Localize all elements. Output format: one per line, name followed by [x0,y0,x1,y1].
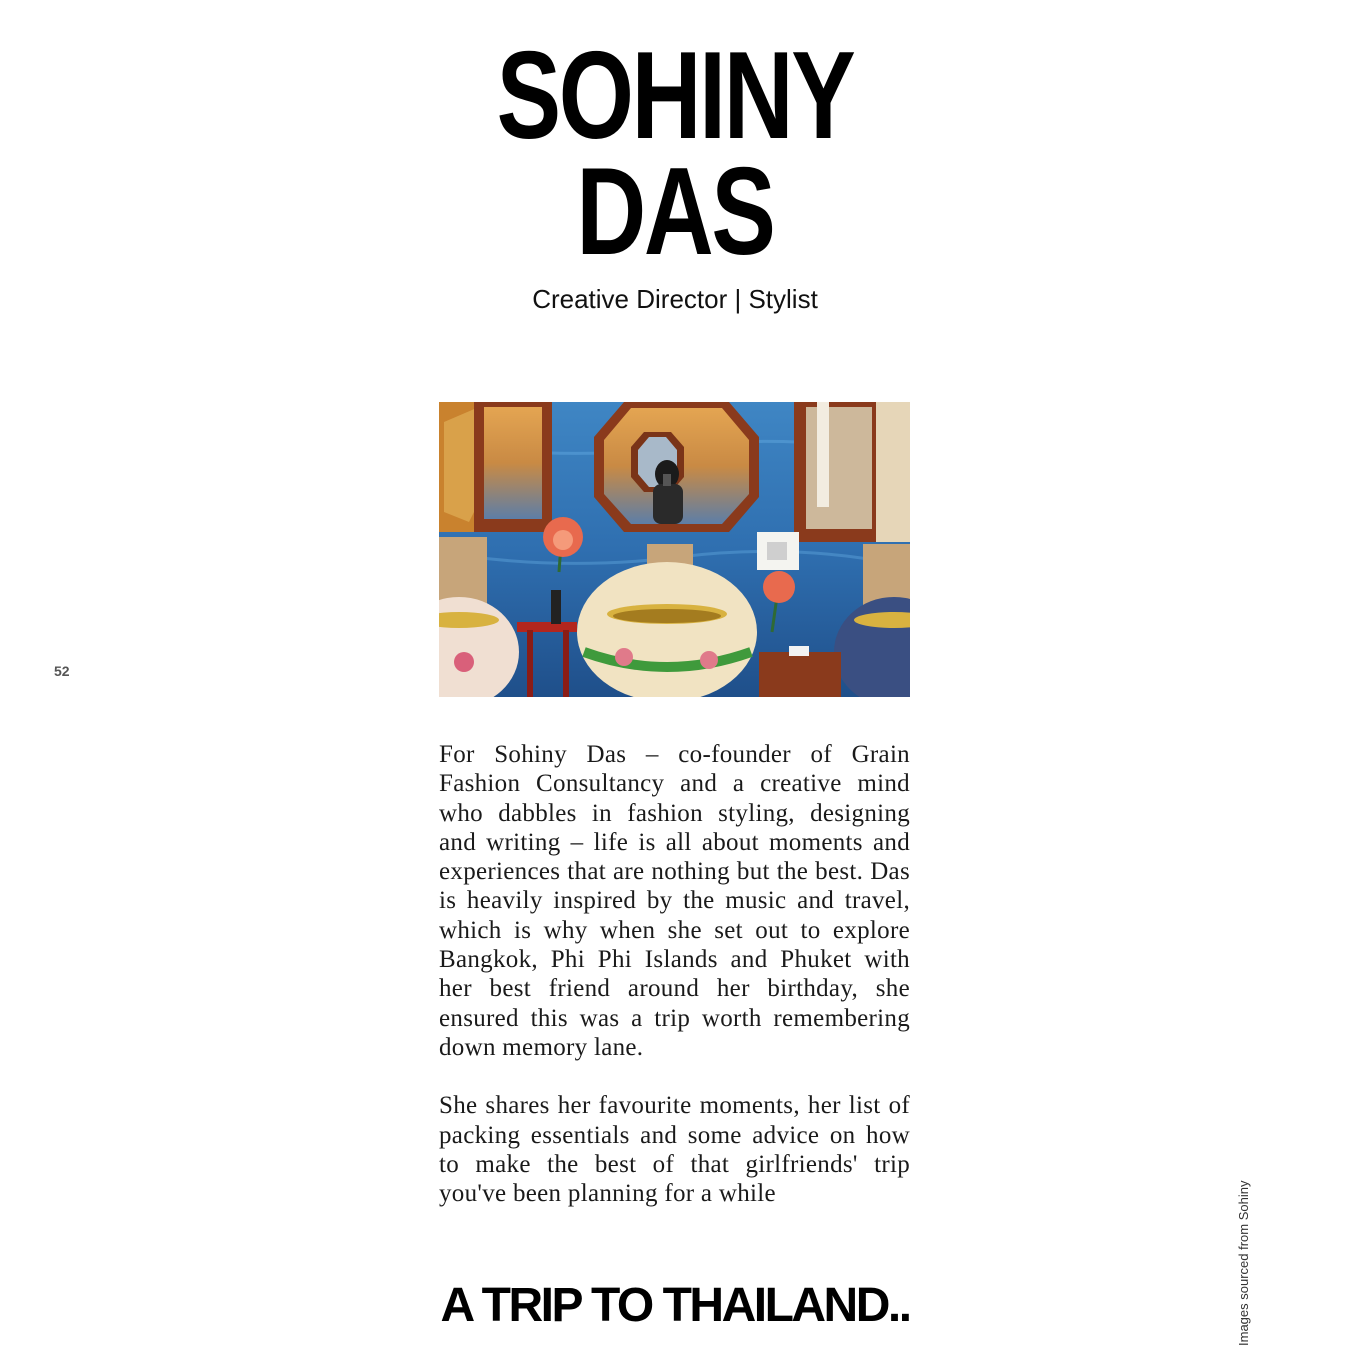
body-paragraph-1: For Sohiny Das – co-founder of Grain Fashion Consultancy and a creative mind who dabbles in fashion styling, designing and writing – life is all about moments and experiences that are nothing but the best. Das is heavily inspired by the music and travel, which is why when she set out to explore Bangkok, Phi Phi Islands and Phuket with her best friend around her birthday, she ensured this was a trip worth remembering down memory lane. [439,741,910,1061]
article-photo [439,402,910,697]
image-credit: Images sourced from Sohiny [1236,1180,1251,1346]
body-paragraph-2: She shares her favourite moments, her list of packing essentials and some advice on how to make the best of that girlfriends' trip you've been planning for a while [439,1092,910,1208]
article-title [149,27,1202,281]
section-headline: A TRIP TO THAILAND.. [440,1279,910,1332]
title-first-name: SOHINY [496,27,854,165]
title-last-name: DAS [576,143,774,281]
page-number: 52 [54,663,70,679]
article-body [439,740,910,1237]
subtitle-role: Creative Director | Stylist [532,284,818,314]
